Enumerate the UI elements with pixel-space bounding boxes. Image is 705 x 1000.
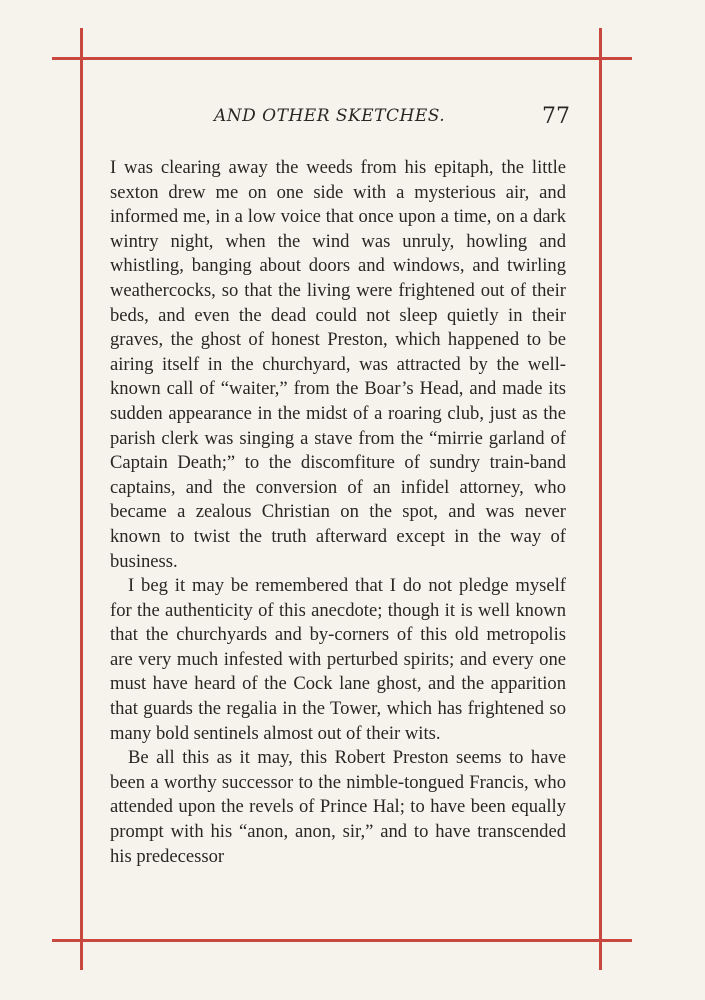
bottom-border-rule (52, 939, 632, 942)
page-number: 77 (542, 104, 570, 129)
left-border-rule (80, 28, 83, 970)
right-border-rule (599, 28, 602, 970)
paragraph-1: I was clearing away the weeds from his epitaph, the little sexton drew me on one side with a mysterious air, and informed me, in a low voice that once upon a time, on a dark wintry night, when the wind was unruly, howling and whistling, banging about doors and windows, and twirling weathercocks, so that the living were frightened out of their beds, and even the dead could not sleep quietly in their graves, the ghost of honest Preston, which happened to be airing itself in the churchyard, was attracted by the well-known call of “waiter,” from the Boar’s Head, and made its sudden appearance in the midst of a roaring club, just as the parish clerk was singing a stave from the “mirrie garland of Captain Death;” to the discomfiture of sundry train-band captains, and the conversion of an infidel attorney, who became a zealous Christian on the spot, and was never known to twist the truth afterward except in the way of business. (110, 157, 566, 572)
paragraph-2: I beg it may be remembered that I do not pledge myself for the authenticity of this anecdote; though it is well known that the churchyards and by-corners of this old metropolis are very much infested with perturbed spirits; and every one must have heard of the Cock lane ghost, and the apparition that guards the regalia in the Tower, which has frightened so many bold sentinels almost out of their wits. (110, 575, 566, 744)
top-border-rule (52, 57, 632, 60)
paragraph-3: Be all this as it may, this Robert Preston seems to have been a worthy successor to the nimble-tongued Francis, who attended upon the revels of Prince Hal; to have been equally prompt with his “anon, anon, sir,” and to have transcended his predecessor (110, 747, 566, 867)
running-head (110, 106, 580, 134)
running-title: AND OTHER SKETCHES. (214, 106, 446, 126)
body-text (110, 156, 566, 869)
